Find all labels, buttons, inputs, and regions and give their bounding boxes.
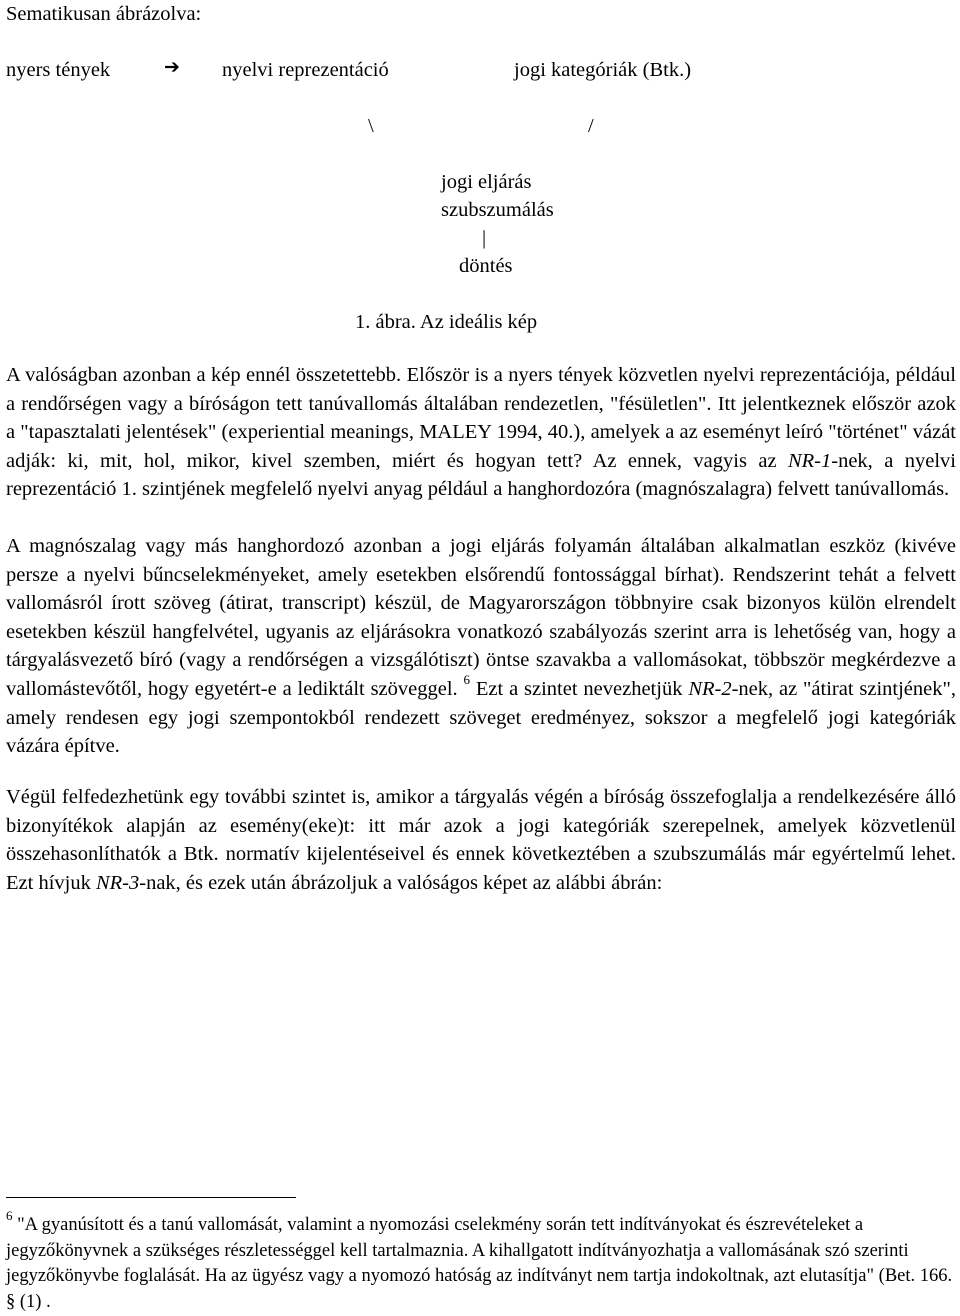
paragraph-2 (6, 532, 956, 761)
node-linguistic-representation: nyelvi reprezentáció (222, 59, 389, 81)
arrow-right-icon: ➔ (164, 56, 180, 78)
paragraph-1 (6, 361, 956, 504)
paragraph-2-text-end: -nek, az "átirat szintjének", amely rendesen egy jogi szempontokból rendezett szöveget eredményez, sokszor a megfelelő jogi kategóriák vázára építve. (6, 677, 957, 758)
nr1-term: NR-1 (787, 449, 832, 472)
paragraph-2-text-mid: Ezt a szintet nevezhetjük (470, 677, 689, 700)
node-legal-procedure: jogi eljárás (441, 171, 532, 193)
footnote-number: 6 (6, 1207, 13, 1223)
footnote-separator (6, 1197, 296, 1198)
paragraph-3-text: Végül felfedezhetünk egy további szintet is, amikor a tárgyalás végén a bíróság összefoglalja a rendelkezésére álló bizonyítékok alapján az esemény(eke)t: itt már azok a jogi kategóriák szerepelnek, amelyek közvetlenül összehasonlíthatók a Btk. normatív kijelentéseivel és ennek következtében a szubszumálás már egyértelmű lehet. Ezt hívjuk (6, 786, 956, 894)
paragraph-1-text-end: -nek, a nyelvi reprezentáció 1. szintjének megfelelő nyelvi anyag például a hanghordozóra (magnószalagra) felvett tanúvallomás. (6, 449, 956, 501)
footnote-text: "A gyanúsított és a tanú vallomását, valamint a nyomozási cselekmény során tett indítványokat és észrevételeket a jegyzőkönyvnek a szükséges részletességgel kell tartalmaznia. A kihallgatott indítványozhatja a vallomásának szó szerinti jegyzőkönyvbe foglalását. Ha az ügyész vagy a nyomozó hatóság az indítványt nem tartja indokoltnak, azt elutasítja" (Bet. 166. § (1) . (6, 1215, 953, 1312)
nr2-term: NR-2 (688, 677, 732, 700)
node-raw-facts: nyers tények (6, 59, 111, 81)
connector-right: / (588, 115, 594, 137)
node-legal-categories: jogi kategóriák (Btk.) (514, 59, 692, 81)
connector-left: \ (368, 115, 374, 137)
connector-down: | (482, 227, 487, 249)
nr3-term: NR-3 (95, 871, 140, 894)
footnote-reference[interactable]: 6 (463, 672, 471, 688)
paragraph-1-text: A valóságban azonban a kép ennél összetettebb. Először is a nyers tények közvetlen nyelvi reprezentációja, például a rendőrségen vagy a bíróságon tett tanúvallomás általában rendezetlen, "fésületlen". Itt jelentkeznek először azok a "tapasztalati jelentések" (experiential meanings, MALEY 1994, 40.), amelyek a az eseményt leíró "történet" vázát adják: ki, mit, hol, mikor, kivel szemben, miért és hogyan tett? Az ennek, vagyis az (6, 364, 956, 472)
page-heading: Sematikusan ábrázolva: (6, 3, 202, 25)
figure-caption: 1. ábra. Az ideális kép (355, 311, 538, 333)
paragraph-3-text-end: -nak, és ezek után ábrázoljuk a valóságos képet az alábbi ábrán: (139, 871, 663, 894)
node-subsumption: szubszumálás (441, 199, 554, 221)
footnote (6, 1207, 956, 1315)
paragraph-2-text: A magnószalag vagy más hanghordozó azonban a jogi eljárás folyamán általában alkalmatlan eszköz (kivéve persze a nyelvi bűncselekményeket, amely esetekben elsőrendű fontossággal bírhat). Rendszerint tehát a felvett vallomásról írott szöveg (átirat, transcript) készül, de Magyarországon többnyire csak bizonyos külön elrendelt esetekben készül hangfelvétel, ugyanis az eljárásokra vonatkozó szabályozás szerint arra is lehetőség van, hogy a tárgyalásvezető bíró (vagy a rendőrségen a vizsgálótiszt) öntse szavakba a vallomásokat, többször megkérdezve a vallomástevőtől, hogy egyetért-e a lediktált szöveggel. (6, 535, 956, 700)
paragraph-3 (6, 783, 956, 897)
node-decision: döntés (459, 255, 513, 277)
